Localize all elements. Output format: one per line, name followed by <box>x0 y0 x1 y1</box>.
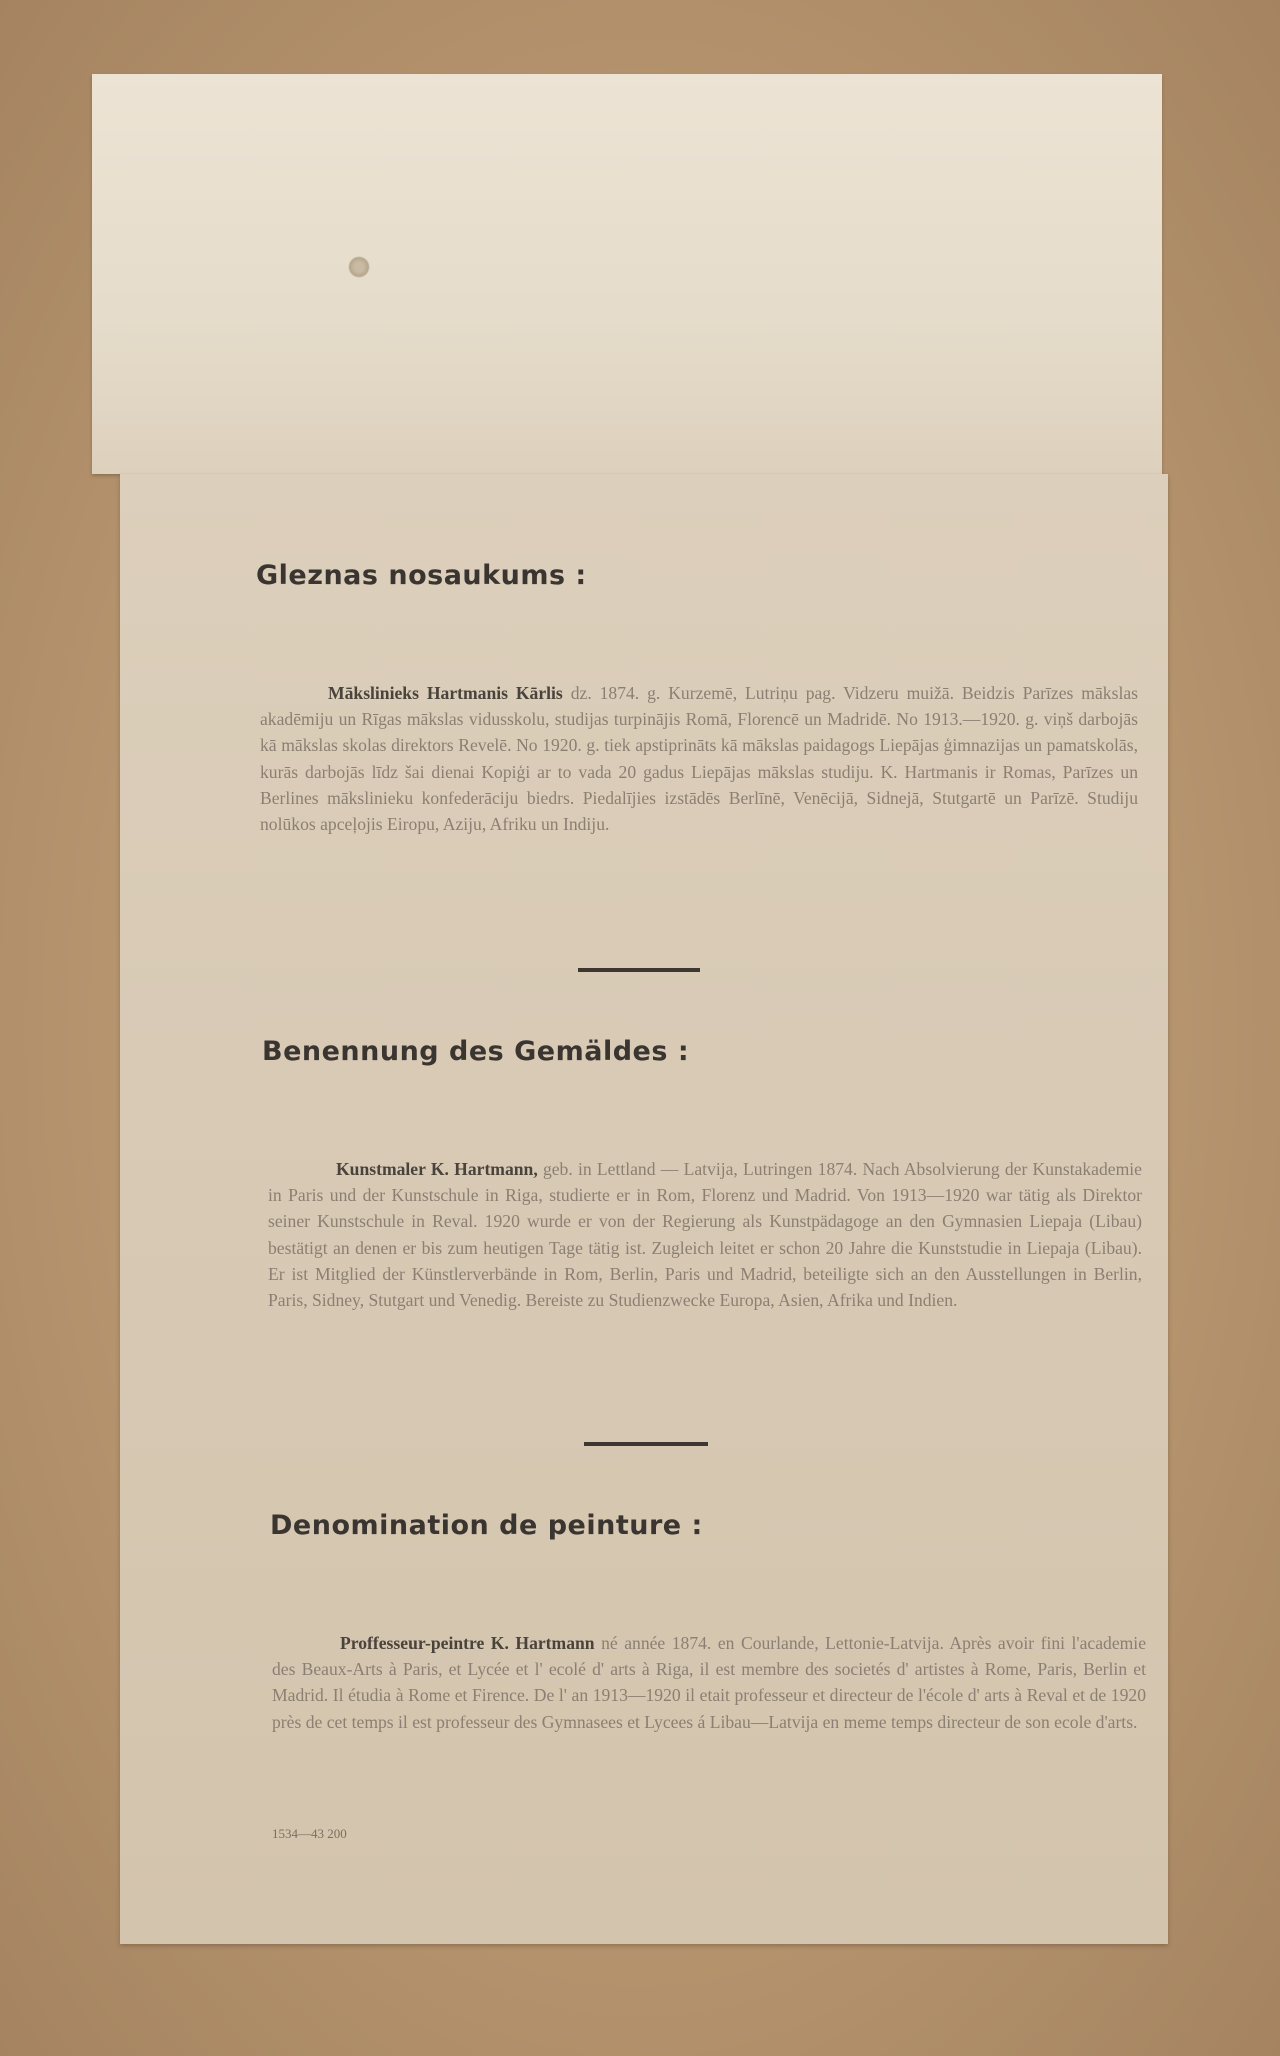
divider-1 <box>578 968 700 972</box>
lead-french: Proffesseur-peintre K. Hartmann <box>340 1633 595 1653</box>
lead-latvian: Mākslinieks Hartmanis Kārlis <box>328 683 563 703</box>
body-german: geb. in Lettland — Latvija, Lutringen 1874. Nach Absolvierung der Kunstakademie in Paris und der Kunstschule in Riga, studierte er in Rom, Florenz und Madrid. Von 1913—1920 war tätig als Direktor seiner Kunstschule in Reval. 1920 wurde er von der Regierung als Kunstpädagoge an den Gymnasien Liepaja (Libau) bestätigt an denen er bis zum heutigen Tage tätig ist. Zugleich leitet er schon 20 Jahre die Kunststudie in Liepaja (Libau). Er ist Mitglied der Künstlerverbände in Rom, Berlin, Paris und Madrid, beteiligte sich an den Ausstellungen in Berlin, Paris, Sidney, Stutgart und Venedig. Bereiste zu Studienzwecke Europa, Asien, Afrika und Indien. <box>268 1159 1142 1311</box>
lead-german: Kunstmaler K. Hartmann, <box>336 1159 538 1179</box>
faint-handwriting <box>272 374 1122 454</box>
heading-german: Benennung des Gemäldes : <box>262 1036 690 1067</box>
label-sheet <box>120 474 1168 1944</box>
heading-latvian: Gleznas nosaukums : <box>256 560 587 591</box>
heading-french: Denomination de peinture : <box>270 1510 703 1541</box>
top-paper-sheet <box>92 74 1162 474</box>
print-code: 1534—43 200 <box>272 1826 347 1841</box>
pin-hole <box>348 256 370 278</box>
body-french: né année 1874. en Courlande, Lettonie-Latvija. Après avoir fini l'academie des Beaux-Arts à Paris, et Lycée et l' ecolé d' arts à Riga, il est membre des societés d' artistes à Rome, Paris, Berlin et Madrid. Il étudia à Rome et Firence. De l' an 1913—1920 il etait professeur et directeur de l'école d' arts à Reval et de 1920 près de cet temps il est professeur des Gymnasees et Lycees á Libau—Latvija en meme temps directeur de son ecole d'arts. <box>272 1633 1147 1732</box>
divider-2 <box>584 1442 708 1446</box>
paragraph-french <box>272 1630 1146 1735</box>
paragraph-german <box>268 1156 1142 1313</box>
body-latvian: dz. 1874. g. Kurzemē, Lutriņu pag. Vidzeru muižā. Beidzis Parīzes mākslas akadēmiju un Rīgas mākslas vidusskolu, studijas turpinājis Romā, Florencē un Madridē. No 1913.—1920. g. viņš darbojās kā mākslas skolas direktors Revelē. No 1920. g. tiek apstiprināts kā mākslas paidagogs Liepājas ģimnazijas un pamatskolās, kurās darbojās līdz šai dienai Kopiģi ar to vada 20 gadus Liepājas mākslas studiju. K. Hartmanis ir Romas, Parīzes un Berlines mākslinieku konfederāciju biedrs. Piedalījies izstādēs Berlīnē, Venēcijā, Sidnejā, Stutgartē un Parīzē. Studiju nolūkos apceļojis Eiropu, Aziju, Afriku un Indiju. <box>260 683 1138 835</box>
paragraph-latvian <box>260 680 1138 837</box>
